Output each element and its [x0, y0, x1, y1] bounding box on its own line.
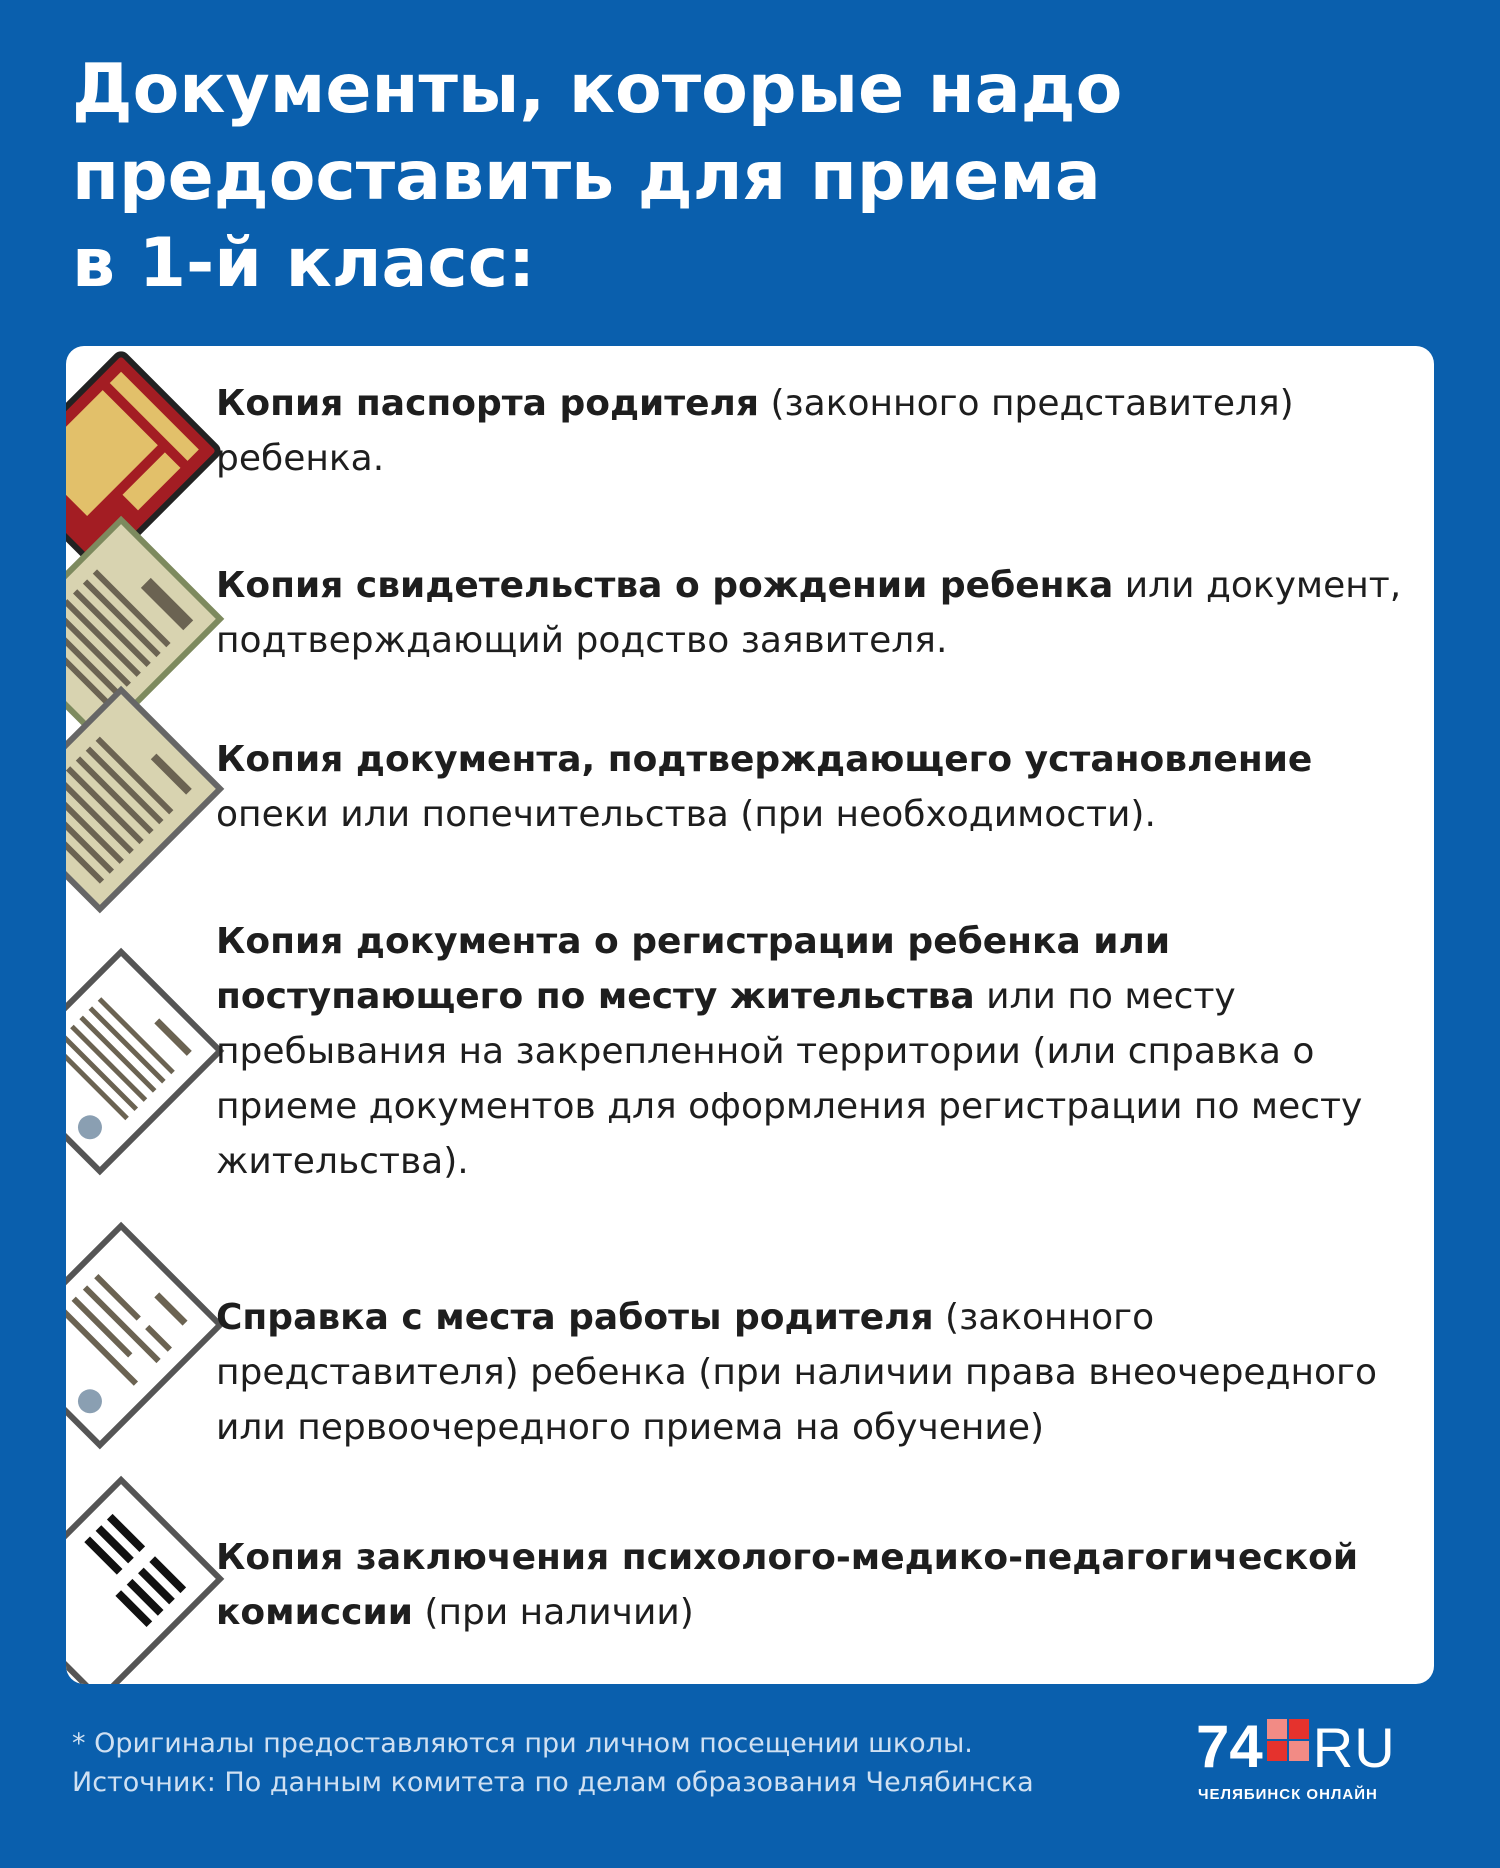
logo-squares-icon	[1267, 1719, 1309, 1761]
document-item-5: Справка с места работы родителя (законного представителя) ребенка (при наличии права внеочередного или первоочередного приема на обучение)	[216, 1297, 1377, 1448]
title-line-1: Документы, которые надо	[72, 50, 1123, 129]
footer-source: Источник: По данным комитета по делам образования Челябинска	[72, 1767, 1034, 1798]
site-logo[interactable]	[1196, 1712, 1436, 1822]
logo-wordmark: 74 RU	[1196, 1713, 1396, 1780]
footer	[72, 1724, 1034, 1802]
page-title	[72, 46, 1372, 307]
logo-subtitle: ЧЕЛЯБИНСК ОНЛАЙН	[1198, 1786, 1378, 1803]
document-item-3: Копия документа, подтверждающего установление опеки или попечительства (при необходимости).	[216, 739, 1313, 835]
documents-card	[66, 346, 1434, 1684]
document-item-6: Копия заключения психолого-медико-педагогической комиссии (при наличии)	[216, 1537, 1359, 1633]
footer-note: * Оригиналы предоставляются при личном посещении школы.	[72, 1728, 973, 1759]
document-item-4: Копия документа о регистрации ребенка или поступающего по месту жительства или по месту пребывания на закрепленной территории (или справка о приеме документов для оформления регистрации по месту жительства).	[216, 921, 1363, 1182]
document-item-1: Копия паспорта родителя (законного представителя) ребенка.	[216, 383, 1294, 479]
title-line-3: в 1-й класс:	[72, 224, 536, 303]
document-item-2: Копия свидетельства о рождении ребенка или документ, подтверждающий родство заявителя.	[216, 565, 1402, 661]
title-line-2: предоставить для приема	[72, 137, 1101, 216]
